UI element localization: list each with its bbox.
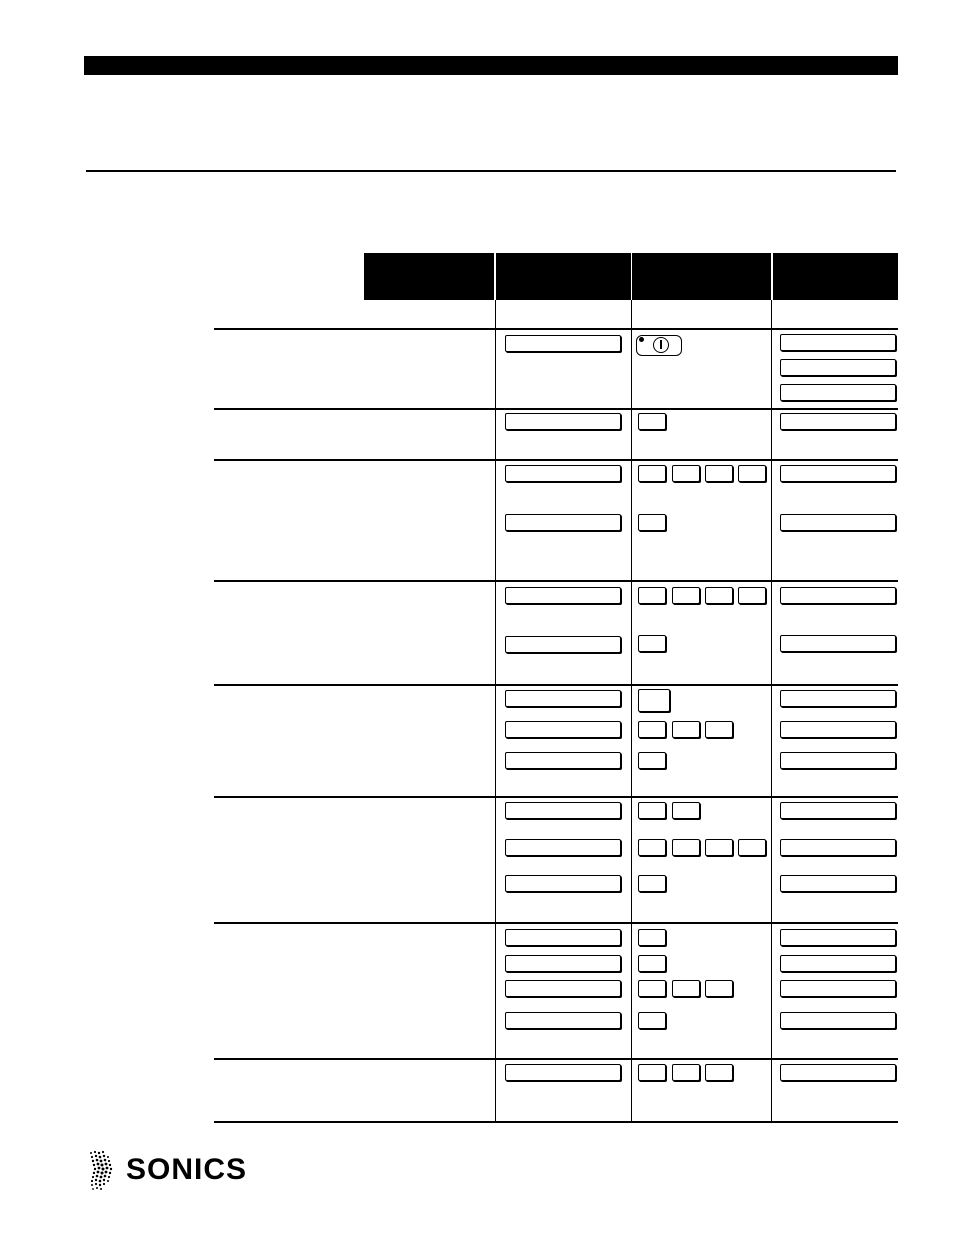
result-field bbox=[780, 839, 896, 856]
row-divider bbox=[214, 580, 898, 582]
result-field bbox=[780, 1012, 896, 1029]
result-field bbox=[780, 955, 896, 972]
keypad-key-icon bbox=[638, 752, 666, 769]
column-divider bbox=[771, 300, 772, 1123]
power-symbol-icon bbox=[653, 337, 669, 353]
keypad-key-icon bbox=[705, 587, 733, 604]
section-rule bbox=[86, 170, 896, 172]
display-field bbox=[505, 839, 621, 856]
result-field bbox=[780, 635, 896, 652]
keypad-key-icon bbox=[638, 689, 670, 712]
logo-text: SONICS bbox=[126, 1153, 248, 1186]
row-divider bbox=[214, 684, 898, 686]
result-field bbox=[780, 690, 896, 707]
row-divider bbox=[214, 408, 898, 410]
keypad-key-icon bbox=[638, 1064, 666, 1081]
display-field bbox=[505, 587, 621, 604]
indicator-dot-icon bbox=[639, 337, 644, 342]
display-field bbox=[505, 980, 621, 997]
keypad-key-icon bbox=[672, 465, 700, 482]
result-field bbox=[780, 587, 896, 604]
display-field bbox=[505, 636, 621, 653]
row-divider bbox=[214, 328, 898, 330]
result-field bbox=[780, 384, 896, 401]
row-divider bbox=[214, 922, 898, 924]
result-field bbox=[780, 1064, 896, 1081]
keypad-key-icon bbox=[672, 980, 700, 997]
display-field bbox=[505, 721, 621, 738]
keypad-key-icon bbox=[705, 980, 733, 997]
table-header-col-2 bbox=[496, 253, 631, 300]
sonics-logo bbox=[88, 1148, 268, 1194]
keypad-key-icon bbox=[638, 587, 666, 604]
keypad-key-icon bbox=[638, 413, 666, 430]
result-field bbox=[780, 514, 896, 531]
keypad-key-icon bbox=[638, 955, 666, 972]
result-field bbox=[780, 875, 896, 892]
keypad-key-icon bbox=[705, 1064, 733, 1081]
table-header-col-4 bbox=[773, 253, 898, 300]
keypad-key-icon bbox=[638, 875, 666, 892]
keypad-key-icon bbox=[638, 1012, 666, 1029]
keypad-key-icon bbox=[638, 929, 666, 946]
keypad-key-icon bbox=[638, 721, 666, 738]
keypad-key-icon bbox=[638, 514, 666, 531]
display-field bbox=[505, 413, 621, 430]
result-field bbox=[780, 752, 896, 769]
result-field bbox=[780, 359, 896, 376]
display-field bbox=[505, 875, 621, 892]
display-field bbox=[505, 465, 621, 482]
result-field bbox=[780, 929, 896, 946]
table-header-col-1 bbox=[364, 253, 494, 300]
result-field bbox=[780, 465, 896, 482]
table-header-col-3 bbox=[632, 253, 771, 300]
keypad-key-icon bbox=[738, 587, 766, 604]
header-bar bbox=[84, 56, 898, 75]
display-field bbox=[505, 690, 621, 707]
display-field bbox=[505, 335, 621, 352]
display-field bbox=[505, 929, 621, 946]
result-field bbox=[780, 980, 896, 997]
keypad-key-icon bbox=[672, 1064, 700, 1081]
column-divider bbox=[495, 300, 496, 1123]
row-divider bbox=[214, 459, 898, 461]
result-field bbox=[780, 334, 896, 351]
result-field bbox=[780, 721, 896, 738]
keypad-key-icon bbox=[672, 587, 700, 604]
keypad-key-icon bbox=[705, 465, 733, 482]
keypad-key-icon bbox=[638, 465, 666, 482]
row-divider bbox=[214, 1058, 898, 1060]
keypad-key-icon bbox=[705, 839, 733, 856]
keypad-key-icon bbox=[638, 802, 666, 819]
keypad-key-icon bbox=[738, 465, 766, 482]
result-field bbox=[780, 413, 896, 430]
keypad-key-icon bbox=[672, 839, 700, 856]
keypad-key-icon bbox=[672, 721, 700, 738]
keypad-key-icon bbox=[738, 839, 766, 856]
keypad-key-icon bbox=[638, 635, 666, 652]
keypad-key-icon bbox=[672, 802, 700, 819]
keypad-key-icon bbox=[705, 721, 733, 738]
sonics-logo-mark-icon bbox=[88, 1150, 118, 1192]
keypad-key-icon bbox=[638, 839, 666, 856]
display-field bbox=[505, 752, 621, 769]
row-divider bbox=[214, 796, 898, 798]
power-key-icon bbox=[636, 335, 682, 356]
column-divider bbox=[631, 300, 632, 1123]
display-field bbox=[505, 1012, 621, 1029]
row-divider bbox=[214, 1121, 898, 1123]
result-field bbox=[780, 802, 896, 819]
display-field bbox=[505, 1064, 621, 1081]
display-field bbox=[505, 955, 621, 972]
keypad-key-icon bbox=[638, 980, 666, 997]
display-field bbox=[505, 802, 621, 819]
display-field bbox=[505, 514, 621, 531]
